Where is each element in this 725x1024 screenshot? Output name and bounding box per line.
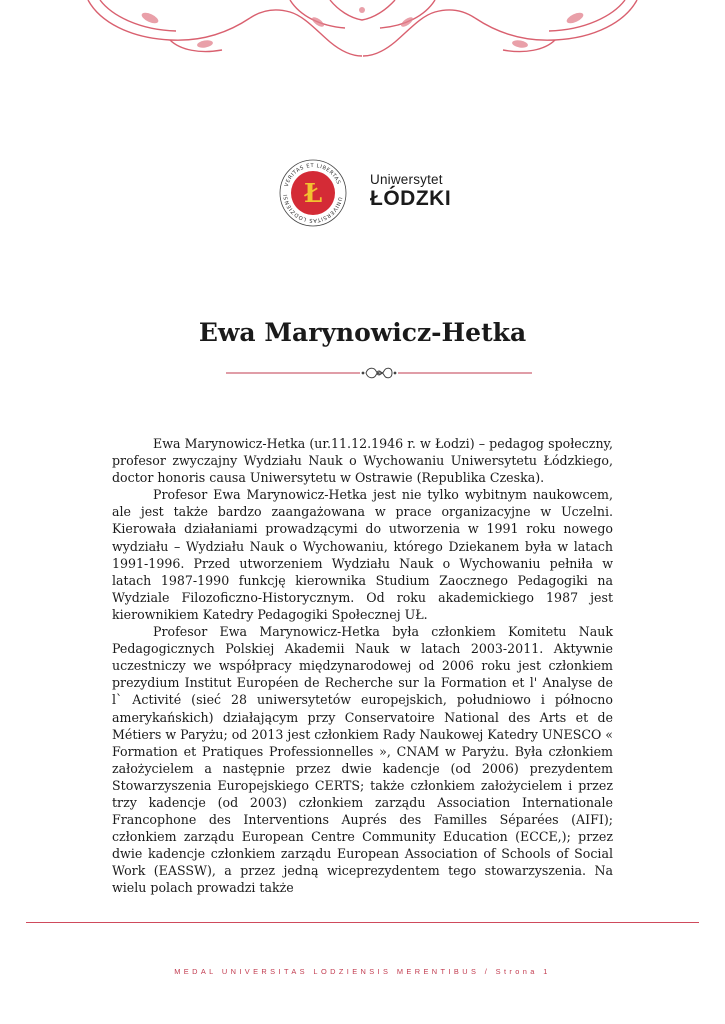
page-title: Ewa Marynowicz-Hetka — [198, 318, 527, 347]
svg-text:UNIVERSITAS LODZIENSIS: UNIVERSITAS LODZIENSI — [282, 193, 343, 224]
top-floral-ornament — [0, 0, 725, 60]
university-wordmark — [370, 172, 451, 210]
page-footer: MEDAL UNIVERSITAS LODZIENSIS MERENTIBUS / Strona 1 — [174, 967, 551, 976]
wordmark-line-2: ŁÓDZKI — [370, 187, 452, 210]
paragraph-1: Ewa Marynowicz-Hetka (ur.11.12.1946 r. w Łodzi) – pedagog społeczny, profesor zwyczajny Wydziału Nauk o Wychowaniu Uniwersytetu Łódzkiego, doctor honoris causa Uniwersytetu w Ostrawie (Republika Czeska). — [112, 436, 613, 486]
paragraph-2: Profesor Ewa Marynowicz-Hetka jest nie tylko wybitnym naukowcem, ale jest także bardzo zaangażowana w prace organizacyjne w Uczelni. Kierowała działaniami prowadzącymi do utworzenia w 1991 roku nowego wydziału – Wydziału Nauk o Wychowaniu, którego Dziekanem była w latach 1991-1996. Przed utworzeniem Wydziału Nauk o Wychowaniu pełniła w latach 1987-1990 funkcję kierownika Studium Zaocznego Pedagogiki na Wydziale Filozoficzno-Historycznym. Od roku akademickiego 1987 jest kierownikiem Katedry Pedagogiki Społecznej UŁ. — [112, 487, 613, 622]
paragraph-3: Profesor Ewa Marynowicz-Hetka była członkiem Komitetu Nauk Pedagogicznych Polskiej Akademii Nauk w latach 2003-2011. Aktywnie uczestniczy we współpracy międzynarodowej od 2006 roku jest członkiem prezydium Institut Européen de Recherche sur la Formation et l' Analyse de l` Activité (sieć 28 uniwersytetów europejskich, południowo i północno amerykańskich) działającym przy Conservatoire National des Arts et de Métiers w Paryżu; od 2013 jest członkiem Rady Naukowej Katedry UNESCO « Formation et Pratiques Professionnelles », CNAM w Paryżu. Była członkiem założycielem a następnie przez dwie kadencje (od 2006) prezydentem Stowarzyszenia Europejskiego CERTS; także członkiem założycielem i przez trzy kadencje (od 2003) członkiem zarządu Association Internationale Francophone des Interventions Auprés des Familles Séparées (AIFI); członkiem zarządu European Centre Community Education (ECCE,); przez dwie kadencje członkiem zarządu European Association of Schools of Social Work (EASSW), a przez jedną wiceprezydentem tego stowarzyszenia. Na wielu polach prowadzi także — [112, 624, 614, 896]
wordmark-line-1: Uniwersytet — [370, 172, 443, 187]
svg-text:VERITAS ET LIBERTAS: VERITAS ET LIBERTAS — [283, 162, 342, 188]
ornamental-divider — [226, 363, 532, 383]
document-body — [112, 435, 613, 897]
university-logo — [278, 158, 468, 228]
university-seal-icon — [278, 158, 348, 228]
footer-divider — [26, 922, 699, 923]
svg-text:Ł: Ł — [303, 179, 323, 209]
